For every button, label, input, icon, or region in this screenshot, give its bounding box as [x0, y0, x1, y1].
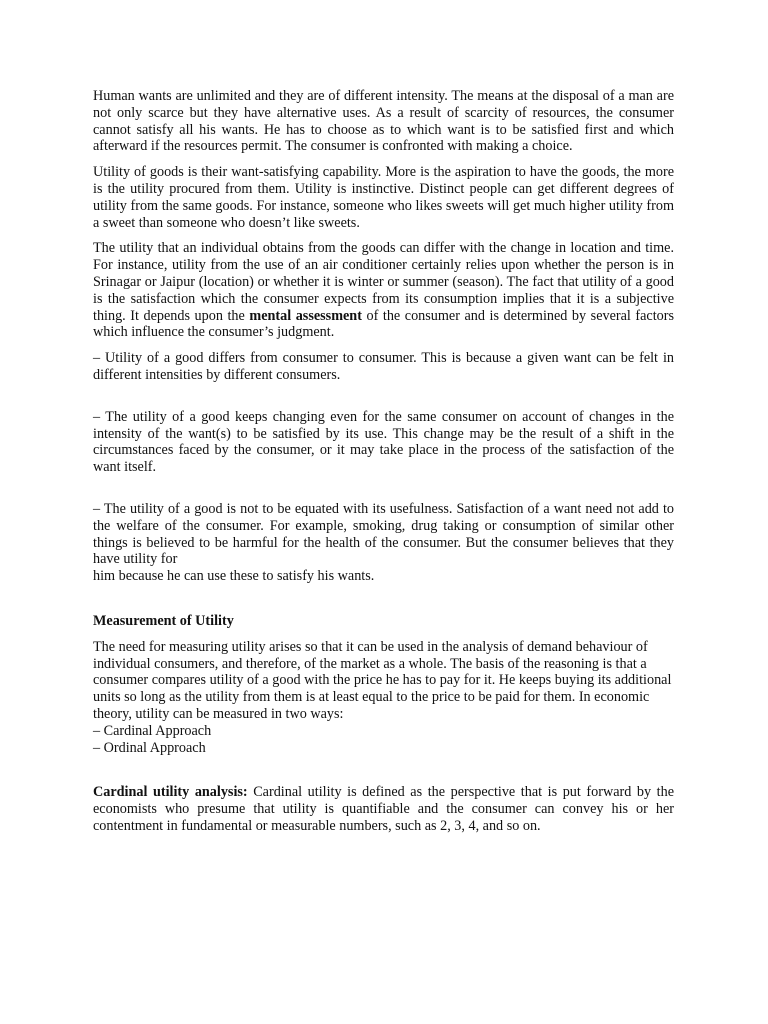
paragraph-measurement: The need for measuring utility arises so that it can be used in the analysis of demand behaviour of individual consumers, and therefore, of the market as a whole. The basis of the reasoning is that a consumer compares utility of a good with the price he has to pay for it. He keeps buying its additional units so long as the utility from them is at least equal to the price to be paid for them. In economic theory, utility can be measured in two ways: — [93, 638, 672, 722]
cardinal-utility-text: Cardinal utility is defined as the perspective that is put forward by the economists who presume that utility is quantifiable and the consumer can convey his or her contentment in fundamental or measurable numbers, such as 2, 3, 4, and so on. — [93, 784, 674, 834]
list-item: – Ordinal Approach — [93, 739, 206, 756]
bold-mental-assessment: mental assessment — [249, 307, 362, 324]
paragraph-utility-of-goods: Utility of goods is their want-satisfying capability. More is the aspiration to have the goods, the more is the utility procured from them. Utility is instinctive. Distinct people can get different degrees of utility from the same goods. For instance, someone who likes sweets will get much higher utility from a sweet than someone who doesn’t like sweets. — [93, 164, 674, 231]
heading-measurement-of-utility: Measurement of Utility — [93, 612, 234, 629]
paragraph-text-after-bold: of the consumer and is determined by several factors which influence the consumer’s judgment. — [93, 307, 675, 341]
point-utility-usefulness-tail: him because he can use these to satisfy his wants. — [93, 568, 375, 585]
point-utility-changes: – The utility of a good keeps changing even for the same consumer on account of changes in the intensity of the want(s) to be satisfied by its use. This change may be the result of a shift in the circumstances faced by the consumer, or it may take place in the process of the satisfaction of the want itself. — [93, 408, 674, 476]
approach-list — [93, 723, 674, 757]
point-utility-differs: – Utility of a good differs from consumer to consumer. This is because a given want can be felt in different intensities by different consumers. — [93, 350, 674, 383]
paragraph-cardinal-utility — [93, 784, 674, 834]
paragraph-text-before-bold: The utility that an individual obtains from the goods can differ with the change in location and time. For instance, utility from the use of an air conditioner certainly relies upon whether the person is in Srinagar or Jaipur (location) or whether it is winter or summer (season). The fact that utility of a good is the satisfaction which the consumer expects from its consumption implies that it is a subjective thing. It depends upon the — [93, 240, 674, 324]
paragraph-human-wants: Human wants are unlimited and they are of different intensity. The means at the disposal of a man are not only scarce but they have alternative uses. As a result of scarcity of resources, the consumer cannot satisfy all his wants. He has to choose as to which want is to be satisfied first and which afterward if the resources permit. The consumer is confronted with making a choice. — [93, 88, 674, 155]
bold-cardinal-utility-analysis: Cardinal utility analysis: — [93, 784, 248, 801]
list-item: – Cardinal Approach — [93, 722, 212, 739]
point-utility-usefulness — [93, 501, 674, 585]
document-page — [93, 88, 674, 835]
point-utility-usefulness-main: – The utility of a good is not to be equated with its usefulness. Satisfaction of a want need not add to the welfare of the consumer. For example, smoking, drug taking or consumption of similar other things is believed to be harmful for the health of the consumer. But the consumer believes that they have utility for — [93, 500, 674, 568]
paragraph-utility-location-time — [93, 240, 674, 341]
